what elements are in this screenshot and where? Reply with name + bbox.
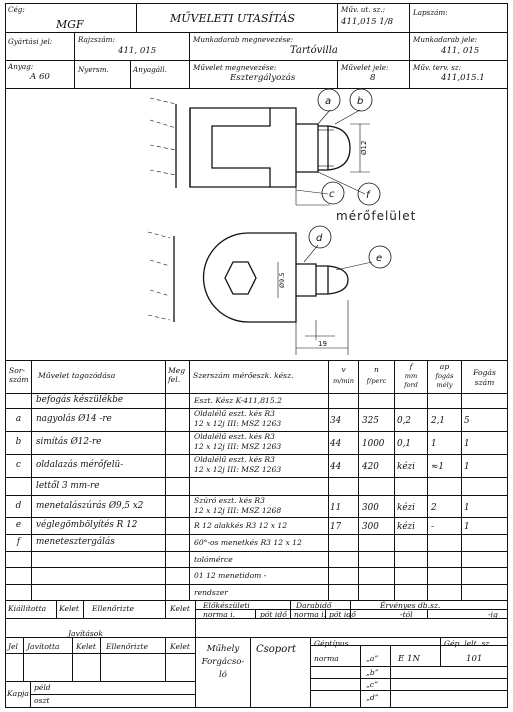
workshop-line3: ló [219,670,227,680]
row-5-ap: 2 [431,503,437,513]
row-2-f: 0,1 [397,439,411,449]
row-3-no: c [16,460,21,470]
row-5-f: kézi [397,503,415,513]
date-label-4: Kelet [170,642,190,651]
row-3-op: oldalazás mérőfelü- [36,460,124,470]
material-value: A 60 [30,72,50,82]
col-v-unit: m/min [332,377,355,385]
row-1-fogas: 5 [464,416,470,426]
row-3-v: 44 [330,462,342,472]
measuring-surface-note: mérőfelület [336,209,417,223]
machine-inventory-value: 101 [466,654,483,664]
row-1-f: 0,2 [397,416,411,426]
col-passes-header2: szám [474,378,495,387]
row-6-fogas: 1 [464,522,470,532]
department-label: oszt [34,696,50,705]
part-mark-value: 411, 015 [441,46,480,56]
row-3-tool1: Oldalélű eszt. kés R3 [194,455,275,464]
thread-dome [318,126,350,170]
norm-label-1: norma i. [203,610,236,619]
date-label-1: Kelet [59,604,79,613]
corrections-label: Javítások [68,629,103,638]
date-label-2: Kelet [170,604,190,613]
fixture-hatch-top [150,98,176,175]
page-number-label: Lapszám: [413,8,448,17]
col-ap-unit2: mély [436,381,453,389]
extra-time-label-2: pót idő [329,610,356,619]
sheet-title: MŰVELETI UTASÍTÁS [170,12,296,25]
row-6-ap: - [431,522,434,532]
callout-d: d [316,233,323,244]
shank [296,124,318,172]
class-b-label: „b” [366,668,379,677]
row-6-f: kézi [397,522,415,532]
operation-mark-value: 8 [370,73,376,83]
fixture-hatch-bottom [148,232,170,320]
col-tool-header: Szerszám mérőeszk. kész. [193,371,294,380]
row-2-op: simítás Ø12-re [36,437,102,447]
row-1-tool2: 12 x 12j III: MSZ 1263 [194,419,282,428]
row-2-fogas: 1 [464,439,470,449]
checked-by-label-2: Ellenőrizte [106,642,148,651]
dome-bottom [316,266,348,294]
setup-label: Előkészületi [203,601,250,610]
dim-length: 19 [318,340,327,348]
row-3-ap: ≈1 [431,462,444,472]
row-6-n: 300 [362,522,379,532]
col-ap-header: ap [439,362,450,371]
row-5-fogas: 1 [464,503,470,513]
valid-qty-label: Érvényes db.sz. [380,601,441,610]
to-label: -ig [488,610,498,619]
corrected-by-label: Javította [27,642,60,651]
row-2-no: b [15,437,22,447]
row-2-v: 44 [330,439,342,449]
col-prep-header: Meg fel. [168,366,186,385]
row-0-op: befogás készülékbe [36,395,124,405]
row-2-ap: 1 [431,439,437,449]
drawing-no-value: 411, 015 [118,46,157,56]
raw-material-label: Nyersm. [78,65,109,74]
row-1-tool1: Oldalélű eszt. kés R3 [194,409,275,418]
row-7-tool1: 60°-os menetkés R3 12 x 12 [194,538,302,547]
row-3-n: 420 [362,462,379,472]
operation-name-label: Művelet megnevezése: [193,63,277,72]
norm-label-3: norma [314,654,339,663]
row-2-tool1: Oldalélű eszt. kés R3 [194,432,275,441]
row-8-tool1: tolómérce [194,555,233,564]
op-plan-no-value: 411,015.1 [441,73,485,83]
receives-label: Kapja [7,689,29,698]
material-state-label: Anyagáll. [133,65,167,74]
part-name-value: Tartóvilla [290,45,338,56]
row-10-tool1: rendszer [194,588,228,597]
company-label: Cég: [8,5,25,14]
row-6-tool1: R 12 alakkés R3 12 x 12 [194,521,288,530]
shank-bottom [296,264,316,296]
company-value: MGF [56,18,84,31]
col-v-header: v [341,365,346,374]
production-mark-label: Gyártási jel: [8,37,53,46]
row-7-op: menetesztergálás [36,537,115,547]
row-5-op: menetalászúrás Ø9,5 x2 [36,501,144,511]
row-5-v: 11 [330,503,342,513]
machine-inventory-label: Gép. lelt. sz. [444,639,492,648]
op-plan-no-label: Műv. terv. sz: [413,63,462,72]
callout-c: c [329,189,335,200]
dim-diameter-bottom: Ø9.5 [278,272,286,288]
unit-time-label: Darabidő [296,601,332,610]
row-2-tool2: 12 x 12j III: MSZ 1263 [194,442,282,451]
col-serial-header: Sor- szám [9,366,29,385]
row-1-v: 34 [330,416,342,426]
machine-type-value: E 1N [398,654,420,664]
row-4-op: lettől 3 mm-re [36,481,100,491]
row-1-no: a [15,414,22,424]
col-n-header: n [374,365,379,374]
row-5-no: d [15,501,22,511]
row-5-n: 300 [362,503,379,513]
callout-e: e [376,253,383,264]
mark-label: Jel [8,642,18,651]
drawing-no-label: Rajzszám: [78,35,115,44]
row-6-op: véglegömbölyítés R 12 [36,520,138,530]
workshop-line2: Forgácso- [201,657,245,667]
issued-by-label: Kiállította [8,604,47,613]
checked-by-label-1: Ellenőrizte [92,604,134,613]
date-label-3: Kelet [76,642,96,651]
row-2-n: 1000 [362,439,385,449]
op-instr-no-value: 411,015 1/8 [341,17,394,27]
material-label: Anyag: [8,62,34,71]
part-mark-label: Munkadarab jele: [413,35,478,44]
part-name-label: Munkadarab megnevezése: [193,35,294,44]
col-passes-header: Fogás [473,368,496,377]
row-7-no: f [16,537,21,547]
class-a-label: „a” [366,654,379,663]
row-9-tool1: 01 12 menetidom - [194,571,267,580]
op-instr-no-label: Műv. ut. sz.: [341,5,386,14]
fork-end [270,108,296,187]
class-d-label: „d” [366,693,379,702]
row-1-n: 325 [362,416,379,426]
row-1-ap: 2,1 [431,416,445,426]
operation-mark-label: Művelet jele: [341,63,389,72]
from-label: -tól [400,610,413,619]
col-f-unit2: ford [404,381,418,389]
col-ap-unit1: fogás [435,372,454,380]
fork-body [190,108,270,187]
callout-f: f [366,190,370,201]
col-f-unit1: mm [404,372,418,380]
row-3-fogas: 1 [464,462,470,472]
row-6-no: e [15,520,22,530]
row-3-tool2: 12 x 12j III: MSZ 1263 [194,465,282,474]
hex-hole [225,262,256,294]
col-n-unit: f/perc [366,377,387,385]
dim-diameter-top: Ø12 [360,140,368,155]
workshop-line1: Műhely [206,644,240,654]
row-0-tool1: Eszt. Kész K-411,815.2 [194,396,282,405]
row-1-op: nagyolás Ø14 -re [36,414,112,424]
col-f-header: f [409,362,413,371]
group-label: Csoport [256,644,297,655]
machine-type-label: Géptípus [314,639,349,648]
row-3-f: kézi [397,462,415,472]
operation-name-value: Esztergályozás [230,73,296,83]
extra-time-label-1: pót idő [260,610,287,619]
copy-label: péld [34,683,51,692]
row-6-v: 17 [330,522,342,532]
callout-a: a [325,96,332,107]
row-5-tool1: Szúró eszt. kés R3 [194,496,265,505]
callout-b: b [357,96,364,107]
class-c-label: „c” [366,680,379,689]
norm-label-2: norma i. [294,610,327,619]
row-5-tool2: 12 x 12j III: MSZ 1268 [194,506,282,515]
col-operation-header: Művelet tagozódása [38,371,116,380]
